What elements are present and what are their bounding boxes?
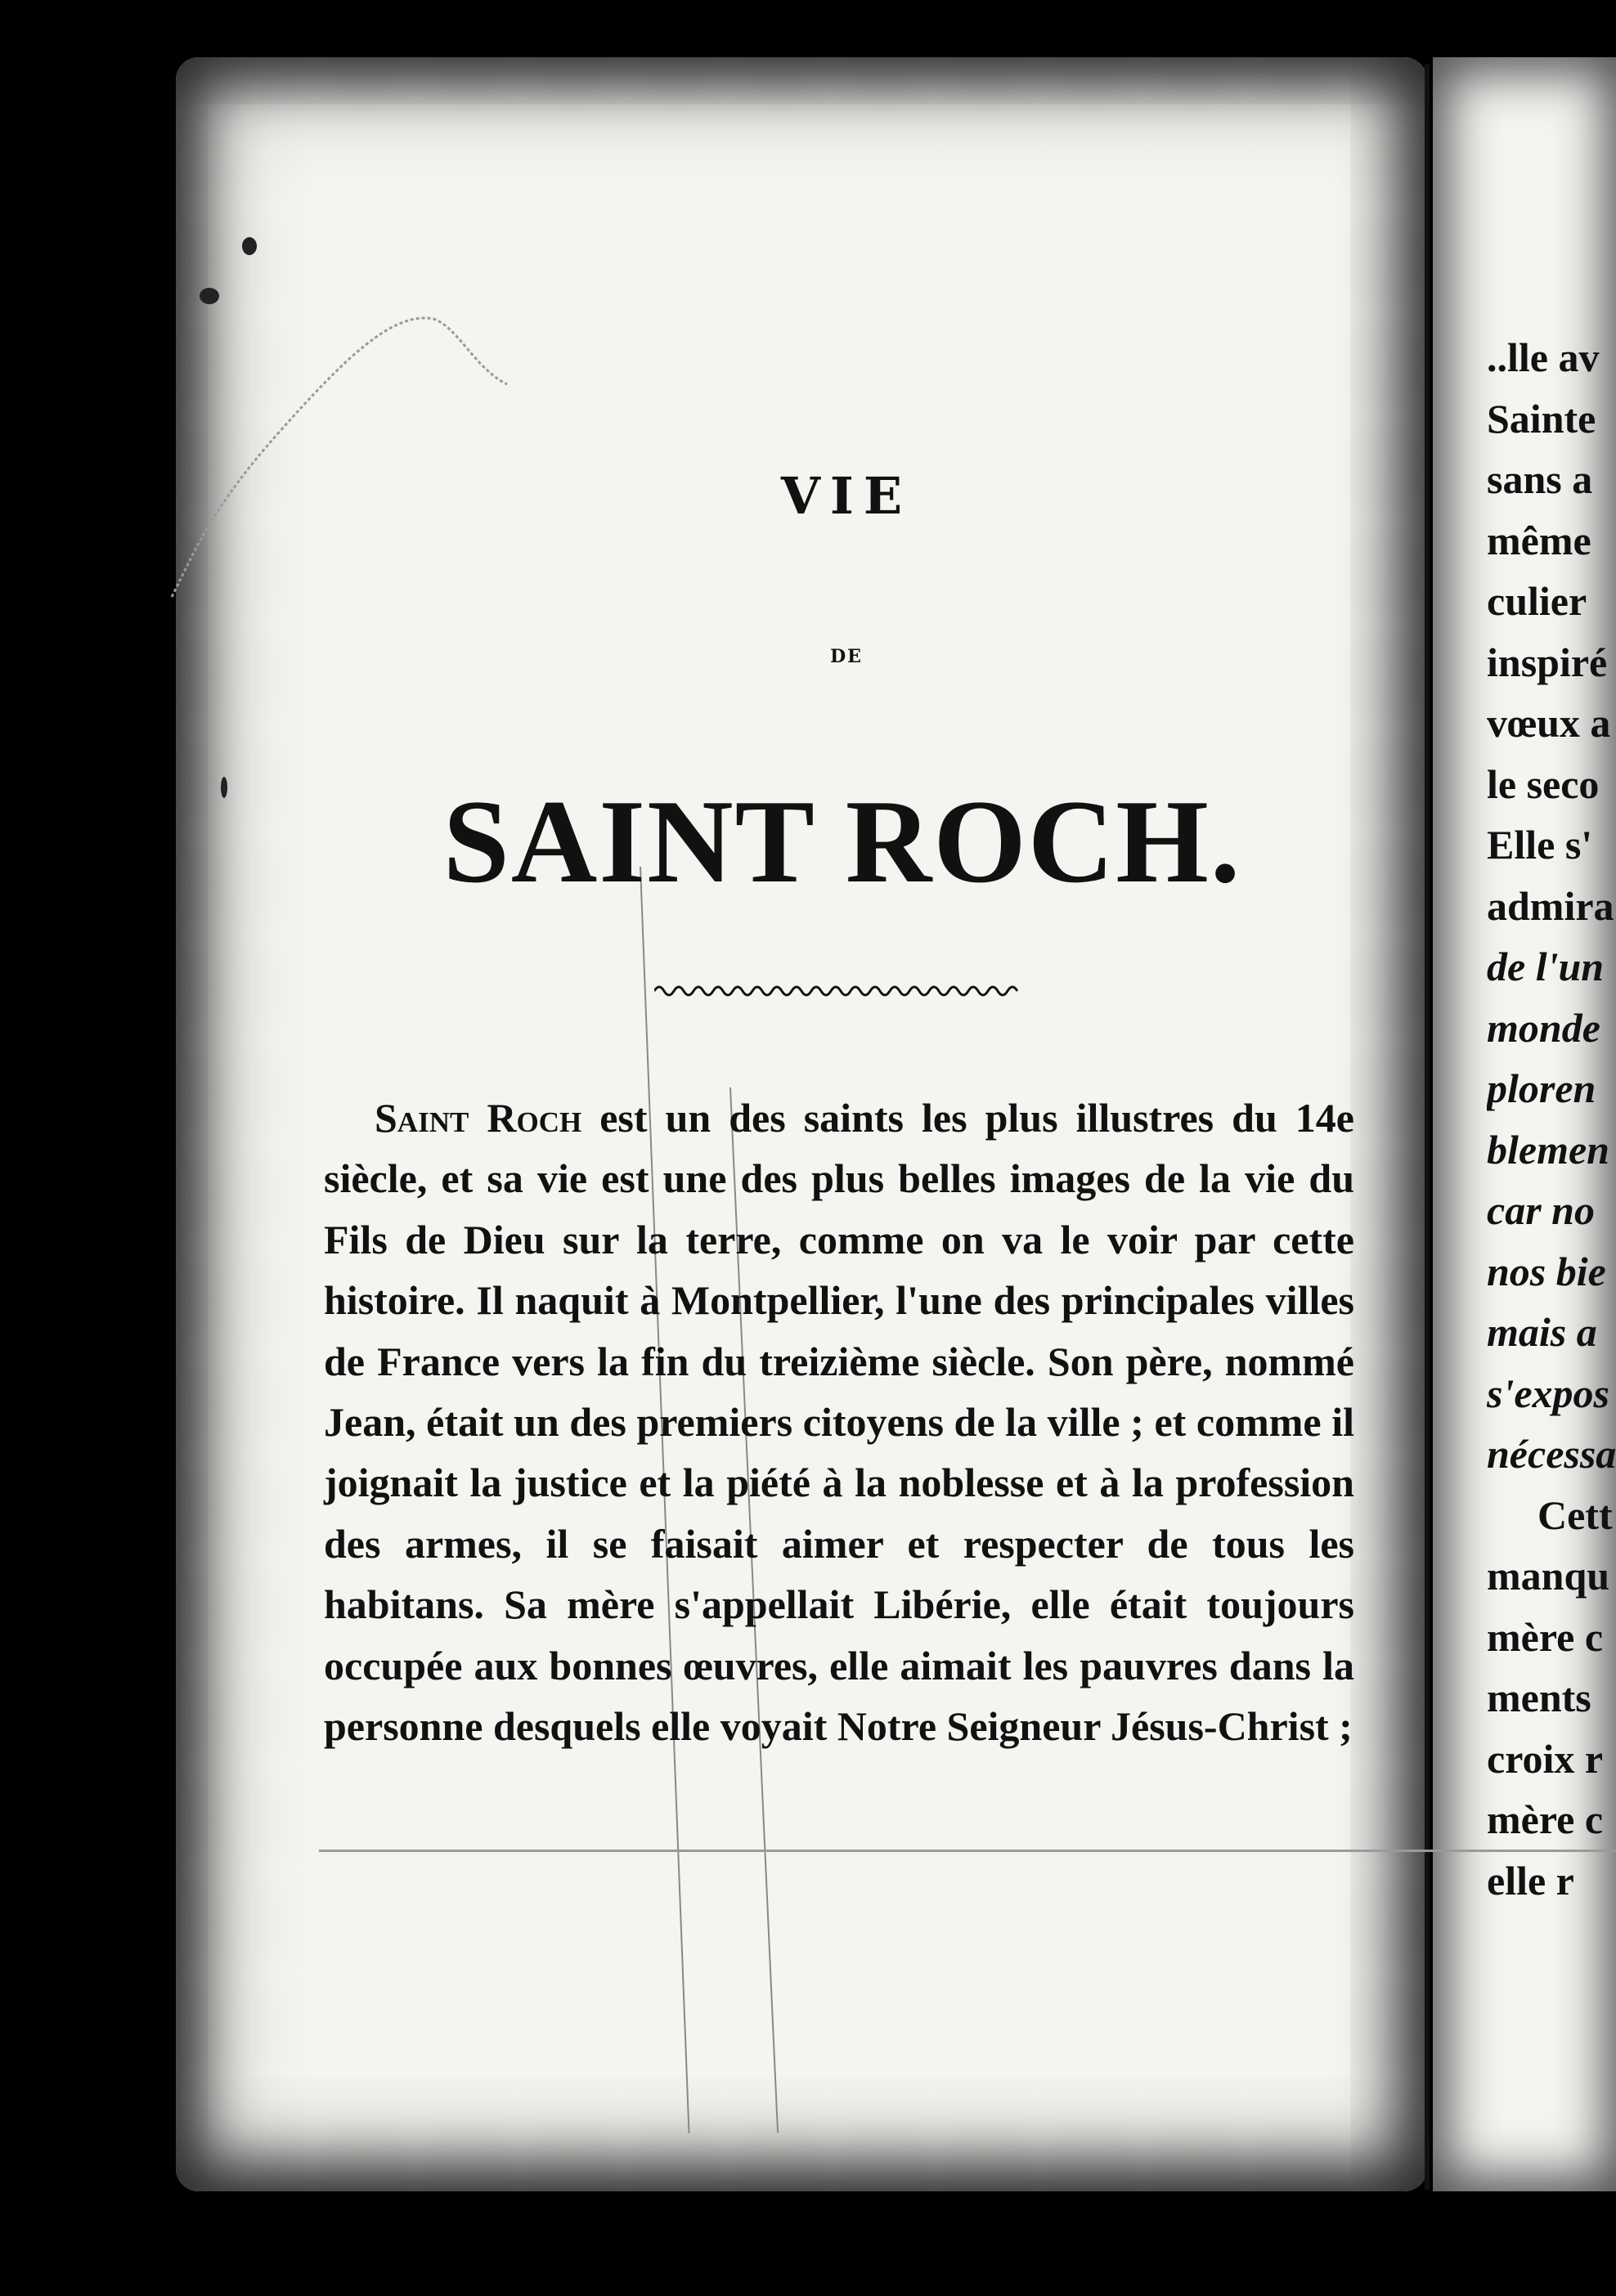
facing-page-line: sans a — [1487, 456, 1593, 502]
facing-page-line: vœux a — [1487, 700, 1611, 746]
page-title: SAINT ROCH. — [442, 775, 1242, 908]
facing-page-line: elle r — [1487, 1857, 1574, 1904]
facing-page-line: manqu — [1487, 1553, 1610, 1599]
facing-page-line: ..lle av — [1487, 334, 1600, 380]
facing-page-line: monde — [1487, 1004, 1600, 1051]
facing-page-line: nos bie — [1487, 1248, 1606, 1294]
facing-page-line: mais a — [1487, 1309, 1597, 1355]
fold-line — [319, 1850, 1616, 1852]
facing-page-line: de l'un — [1487, 944, 1605, 989]
facing-page-line: inspiré — [1487, 639, 1608, 685]
facing-page-line: mère c — [1487, 1796, 1604, 1842]
facing-page-line: Elle s' — [1487, 822, 1593, 868]
paragraph-lead: Saint Roch — [375, 1095, 582, 1141]
paragraph-text: est un des saints les plus illustres du 14e siècle, et sa vie est une des plus belles images de la vie du Fils de Dieu sur la terre, comme on va le voir par cette histoire. Il naquit à Montpellier, l'une des principales villes de France vers la fin du treizième siècle. Son père, nommé Jean, était un des premiers citoyens de la ville ; et comme il joignait la justice et la piété à la noblesse et à la profession des armes, il se faisait aimer et respecter de tous les habitans. Sa mère s'appellait Libérie, elle était toujours occupée aux bonnes œuvres, elle aimait les pauvres dans la personne desquels elle voyait Notre Seigneur Jésus-Christ ; — [324, 1095, 1354, 1750]
facing-page-line: ploren — [1487, 1065, 1596, 1111]
facing-page-line: admira — [1487, 882, 1614, 929]
facing-page-column — [1487, 327, 1616, 1911]
facing-page-line: culier — [1487, 578, 1587, 624]
facing-page-line: croix r — [1487, 1735, 1604, 1782]
pencil-scribble — [164, 303, 540, 613]
speck — [200, 288, 219, 304]
speck — [242, 237, 257, 255]
facing-page-line: Cett — [1537, 1491, 1613, 1538]
facing-page-line: car no — [1487, 1187, 1595, 1233]
ornamental-divider — [654, 981, 1022, 1001]
facing-page-line: s'expos — [1487, 1370, 1609, 1416]
gutter-line — [1425, 64, 1430, 2190]
facing-page-line: le seco — [1487, 760, 1600, 807]
facing-page-line: Sainte — [1487, 395, 1596, 442]
facing-page-line: blemen — [1487, 1126, 1609, 1173]
facing-page-line: ments — [1487, 1675, 1591, 1720]
title-de: DE — [830, 646, 863, 667]
title-vie: VIE — [780, 466, 913, 526]
body-paragraph — [324, 1087, 1354, 1756]
facing-page-line: même — [1487, 517, 1591, 563]
facing-page-line: nécessa — [1487, 1431, 1616, 1477]
facing-page-line: mère c — [1487, 1613, 1604, 1660]
